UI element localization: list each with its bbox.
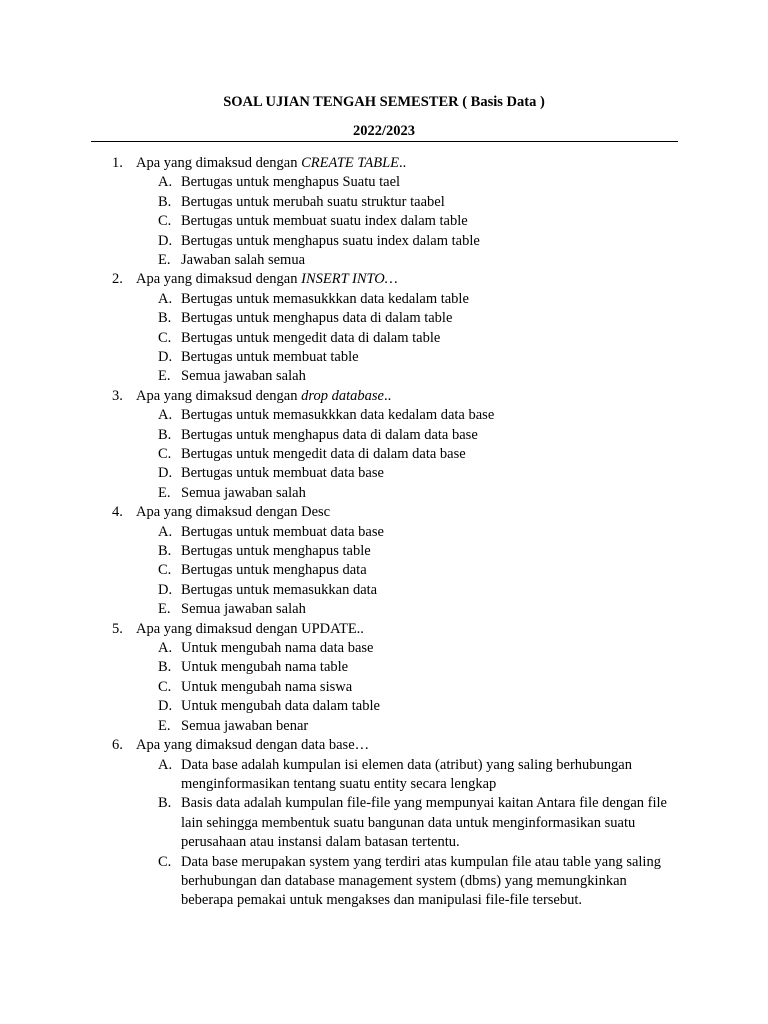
answer-option xyxy=(0,639,768,658)
option-text: Untuk mengubah nama siswa xyxy=(181,678,353,695)
question-suffix: .. xyxy=(398,155,407,171)
exam-year: 2022/2023 xyxy=(352,123,416,139)
option-text: Bertugas untuk membuat table xyxy=(181,349,359,366)
question-number: 3. xyxy=(112,387,123,404)
option-letter: D. xyxy=(158,349,173,366)
option-text: Bertugas untuk membuat data base xyxy=(181,523,384,540)
option-letter: D. xyxy=(158,465,173,482)
answer-option xyxy=(0,484,768,503)
option-text: Semua jawaban salah xyxy=(181,368,306,385)
option-letter: C. xyxy=(158,329,172,346)
question-text xyxy=(136,620,364,639)
option-letter: A. xyxy=(158,407,173,424)
answer-option xyxy=(0,309,768,328)
answer-option xyxy=(0,329,768,348)
answer-option xyxy=(0,561,768,580)
option-text: Bertugas untuk mengedit data di dalam data base xyxy=(181,446,466,463)
answer-option xyxy=(0,697,768,716)
answer-option xyxy=(0,173,768,192)
option-letter: A. xyxy=(158,290,173,307)
option-list xyxy=(0,173,768,270)
question-item xyxy=(0,503,768,619)
answer-option xyxy=(0,290,768,309)
option-text: Bertugas untuk membuat suatu index dalam table xyxy=(181,213,468,230)
option-text: Data base merupakan system yang terdiri atas kumpulan file atau table yang saling berhubungan dan database management system (dbms) yang memungkinkan beberapa pemakai untuk mengakses dan manipulasi file-file tersebut. xyxy=(181,853,661,909)
question-prefix: Apa yang dimaksud dengan xyxy=(136,155,302,171)
answer-option xyxy=(0,426,768,445)
option-text: Bertugas untuk menghapus Suatu tael xyxy=(181,174,401,191)
question-keyword: CREATE TABLE xyxy=(301,155,399,171)
answer-option xyxy=(0,756,768,795)
answer-option xyxy=(0,212,768,231)
exam-title: SOAL UJIAN TENGAH SEMESTER ( Basis Data ) xyxy=(223,94,545,110)
question-prefix: Apa yang dimaksud dengan data base… xyxy=(136,737,370,754)
question-item xyxy=(0,387,768,503)
question-row xyxy=(0,620,768,639)
question-suffix: .. xyxy=(383,387,392,404)
question-text xyxy=(136,270,398,289)
question-row xyxy=(0,503,768,522)
question-number: 4. xyxy=(112,504,123,521)
option-text: Bertugas untuk mengedit data di dalam table xyxy=(181,329,441,346)
question-row xyxy=(0,270,768,289)
question-item xyxy=(0,270,768,386)
option-text: Bertugas untuk menghapus table xyxy=(181,543,371,560)
question-list xyxy=(0,154,768,911)
option-text: Semua jawaban salah xyxy=(181,601,306,618)
option-letter: A. xyxy=(158,756,173,773)
option-text: Semua jawaban salah xyxy=(181,484,306,501)
option-letter: C. xyxy=(158,678,172,695)
option-text: Bertugas untuk membuat data base xyxy=(181,465,384,482)
question-keyword: drop database xyxy=(301,387,384,404)
option-letter: B. xyxy=(158,795,172,812)
option-list xyxy=(0,406,768,503)
answer-option xyxy=(0,542,768,561)
question-item xyxy=(0,736,768,911)
answer-option xyxy=(0,445,768,464)
question-text xyxy=(136,503,330,522)
option-letter: C. xyxy=(158,853,172,870)
question-item xyxy=(0,154,768,270)
option-text: Basis data adalah kumpulan file-file yang mempunyai kaitan Antara file dengan file lain sehingga membentuk suatu bangunan data untuk menginformasikan suatu perusahaan atau instansi dalam batasan tertentu. xyxy=(181,795,667,851)
option-text: Bertugas untuk menghapus data xyxy=(181,562,367,579)
option-text: Bertugas untuk menghapus suatu index dalam table xyxy=(181,232,480,249)
option-letter: B. xyxy=(158,543,172,560)
option-list xyxy=(0,290,768,387)
answer-option xyxy=(0,581,768,600)
question-text xyxy=(136,154,406,173)
option-letter: A. xyxy=(158,523,173,540)
option-text: Untuk mengubah nama data base xyxy=(181,640,374,657)
option-text: Bertugas untuk merubah suatu struktur taabel xyxy=(181,193,445,210)
answer-option xyxy=(0,367,768,386)
option-letter: A. xyxy=(158,174,173,191)
question-item xyxy=(0,620,768,736)
option-text: Untuk mengubah data dalam table xyxy=(181,698,380,715)
answer-option xyxy=(0,251,768,270)
option-list xyxy=(0,756,768,911)
option-letter: C. xyxy=(158,213,172,230)
option-letter: B. xyxy=(158,310,172,327)
answer-option xyxy=(0,658,768,677)
question-row xyxy=(0,154,768,173)
option-letter: E. xyxy=(158,601,171,618)
answer-option xyxy=(0,600,768,619)
option-text: Semua jawaban benar xyxy=(181,717,309,734)
question-prefix: Apa yang dimaksud dengan UPDATE.. xyxy=(136,620,364,637)
option-letter: B. xyxy=(158,659,172,676)
question-number: 1. xyxy=(112,155,123,171)
option-list xyxy=(0,639,768,736)
question-number: 2. xyxy=(112,271,123,288)
option-text: Bertugas untuk menghapus data di dalam table xyxy=(181,310,453,327)
answer-option xyxy=(0,193,768,212)
option-letter: C. xyxy=(158,446,172,463)
question-prefix: Apa yang dimaksud dengan xyxy=(136,387,302,404)
option-letter: A. xyxy=(158,640,173,657)
option-letter: E. xyxy=(158,717,171,734)
option-letter: E. xyxy=(158,252,171,269)
answer-option xyxy=(0,853,768,911)
question-row xyxy=(0,387,768,406)
option-letter: B. xyxy=(158,193,172,210)
option-letter: E. xyxy=(158,484,171,501)
question-row xyxy=(0,736,768,755)
answer-option xyxy=(0,232,768,251)
question-number: 5. xyxy=(112,620,123,637)
option-letter: E. xyxy=(158,368,171,385)
question-number: 6. xyxy=(112,737,123,754)
option-list xyxy=(0,523,768,620)
answer-option xyxy=(0,717,768,736)
header-divider xyxy=(91,141,678,142)
answer-option xyxy=(0,794,768,852)
answer-option xyxy=(0,406,768,425)
option-text: Bertugas untuk memasukkan data xyxy=(181,581,378,598)
question-prefix: Apa yang dimaksud dengan xyxy=(136,271,302,288)
option-letter: B. xyxy=(158,426,172,443)
option-letter: D. xyxy=(158,581,173,598)
option-letter: D. xyxy=(158,232,173,249)
option-text: Data base adalah kumpulan isi elemen data (atribut) yang saling berhubungan menginformasikan tentang suatu entity secara lengkap xyxy=(181,756,632,792)
option-text: Untuk mengubah nama table xyxy=(181,659,349,676)
question-text xyxy=(136,387,391,406)
option-letter: C. xyxy=(158,562,172,579)
question-text xyxy=(136,736,369,755)
option-text: Bertugas untuk memasukkkan data kedalam table xyxy=(181,290,469,307)
question-keyword: INSERT INTO… xyxy=(301,271,398,288)
option-letter: D. xyxy=(158,698,173,715)
answer-option xyxy=(0,678,768,697)
question-prefix: Apa yang dimaksud dengan Desc xyxy=(136,504,331,521)
answer-option xyxy=(0,523,768,542)
answer-option xyxy=(0,348,768,367)
option-text: Bertugas untuk memasukkkan data kedalam data base xyxy=(181,407,495,424)
answer-option xyxy=(0,464,768,483)
option-text: Jawaban salah semua xyxy=(181,252,306,269)
option-text: Bertugas untuk menghapus data di dalam data base xyxy=(181,426,478,443)
